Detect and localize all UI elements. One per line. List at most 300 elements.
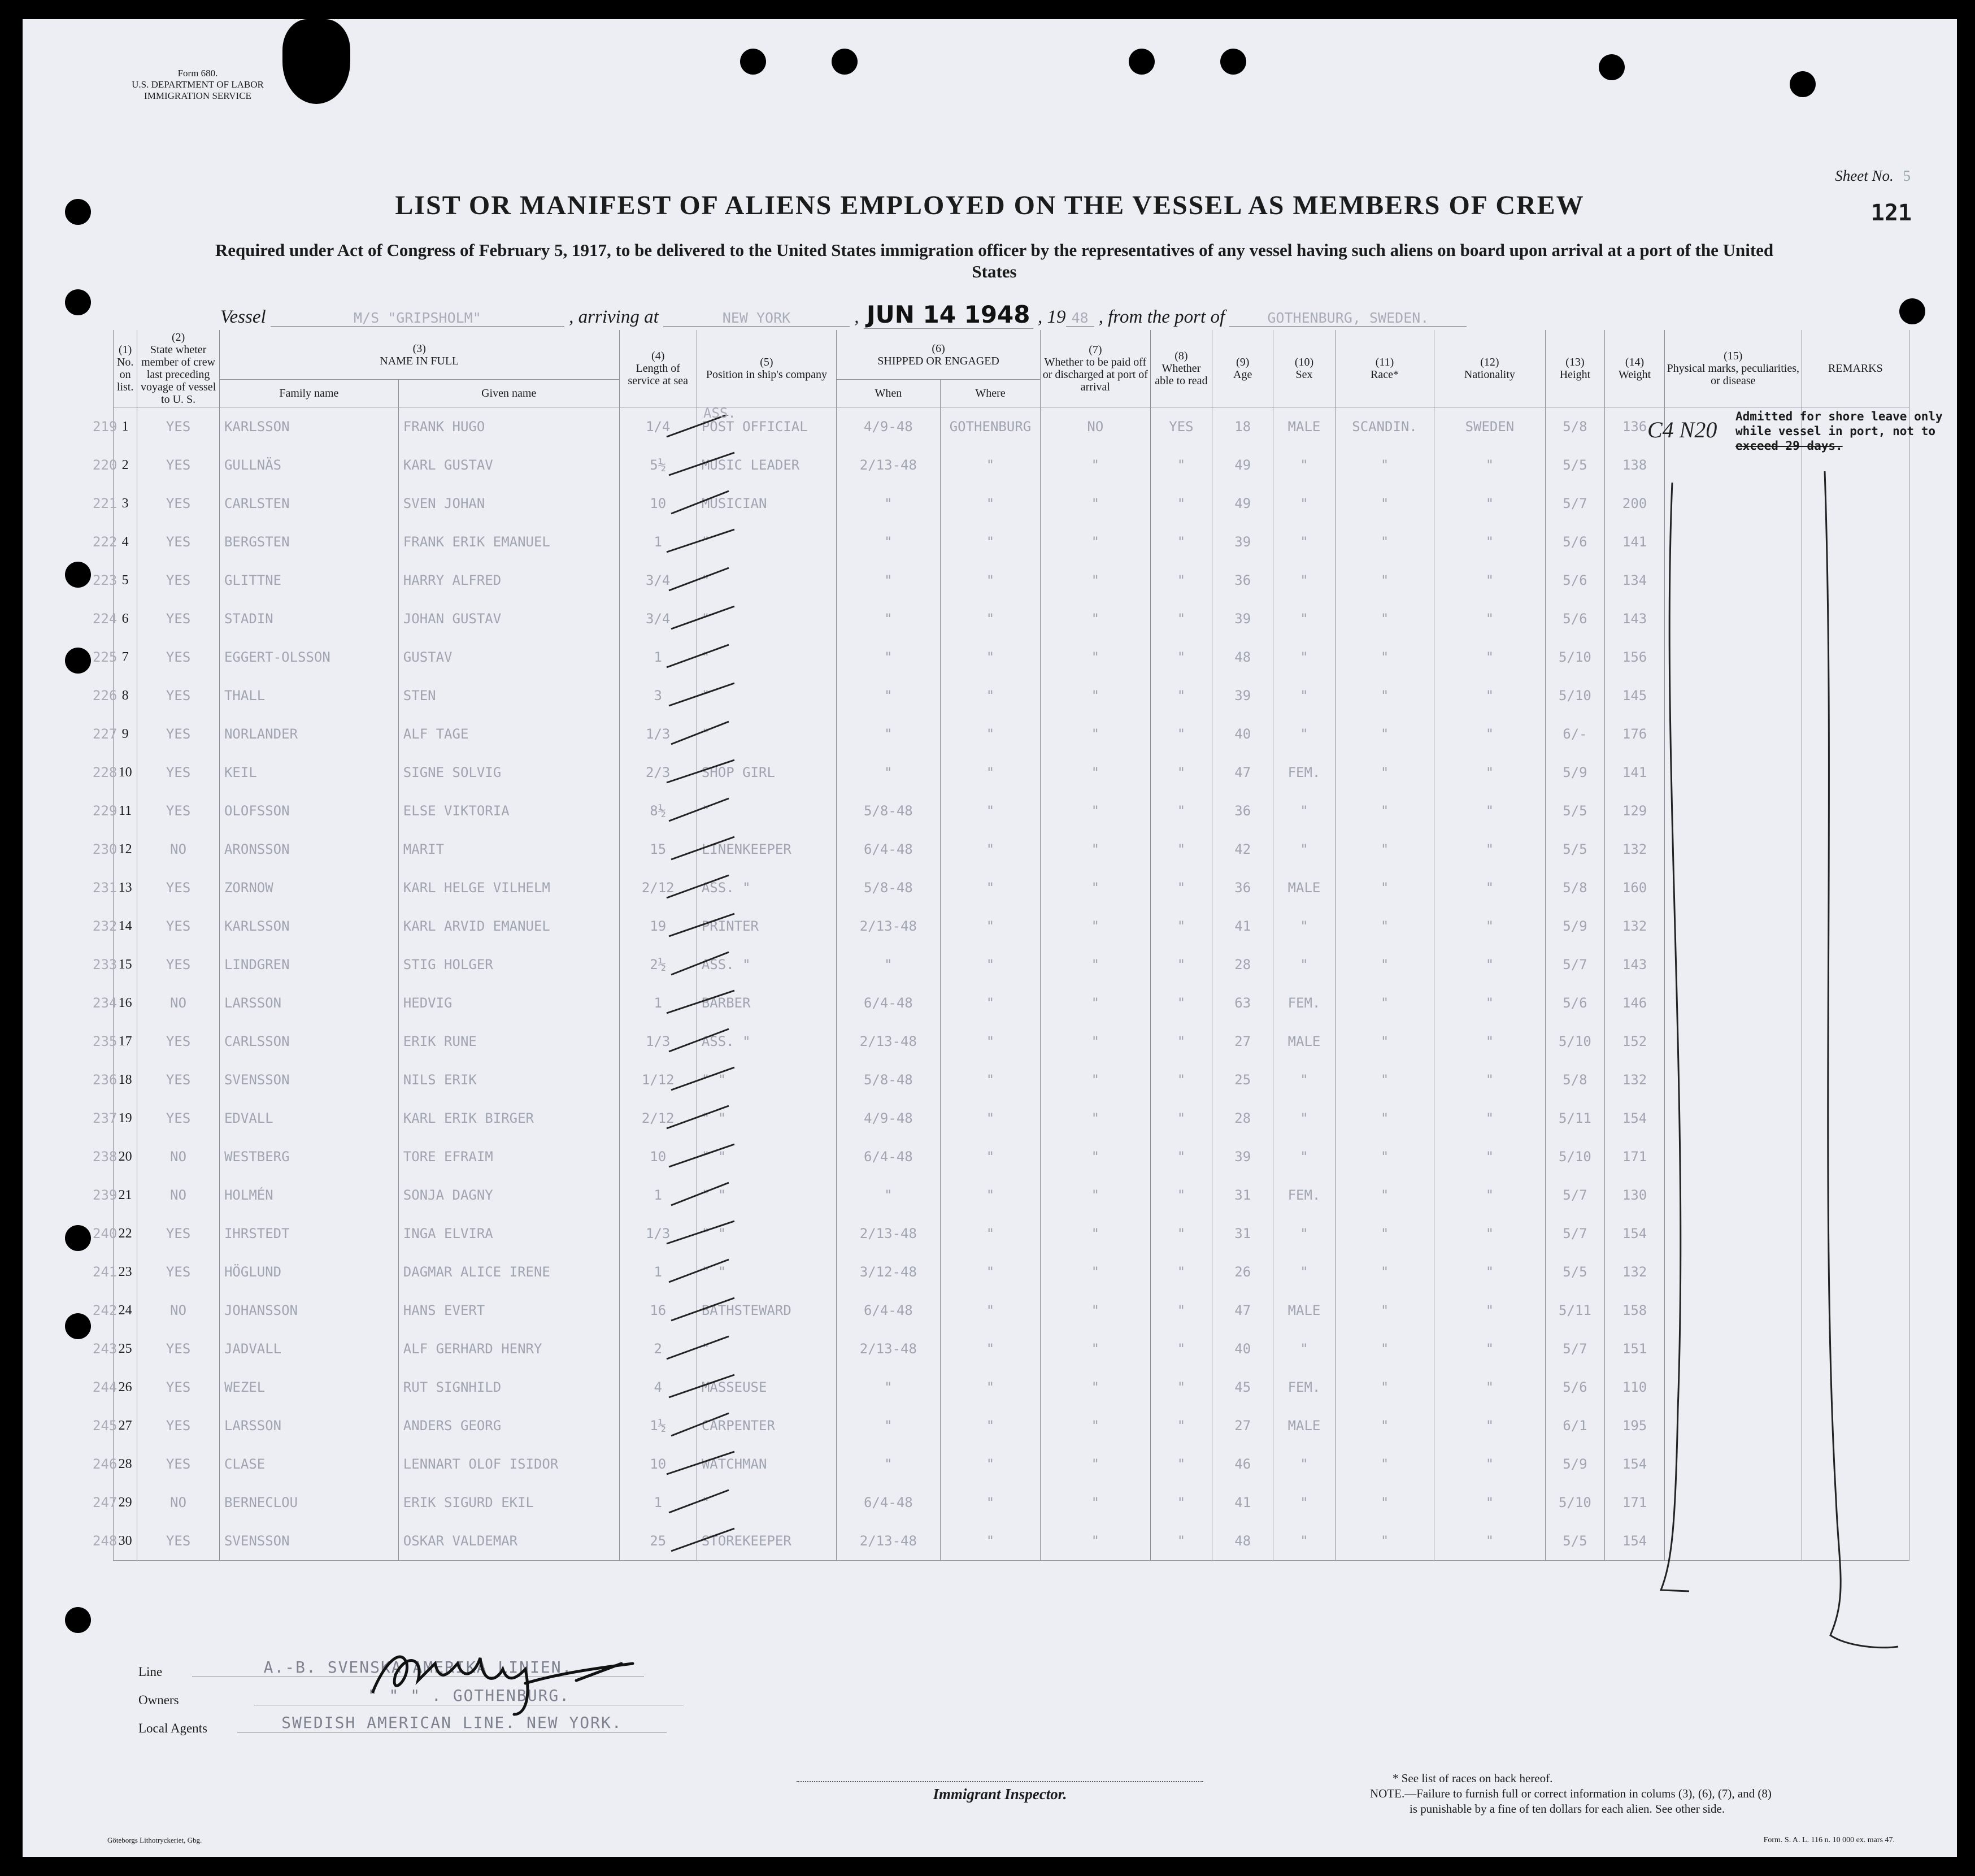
length-of-service-cell: 10 [619, 1445, 697, 1483]
weight-cell: 171 [1605, 1483, 1665, 1522]
height-cell: 5/6 [1545, 1368, 1605, 1406]
year-value: 48 [1066, 310, 1094, 327]
race-cell: " [1335, 1483, 1434, 1522]
weight-cell: 154 [1605, 1445, 1665, 1483]
punch-hole [65, 1313, 91, 1339]
paid-off-cell: " [1041, 753, 1150, 792]
family-name-cell: GULLNÄS [219, 446, 398, 484]
age-cell: 41 [1212, 1483, 1273, 1522]
height-cell: 5/10 [1545, 638, 1605, 676]
col-header-where: Where [940, 380, 1040, 407]
race-cell: " [1335, 1253, 1434, 1291]
height-cell: 5/9 [1545, 753, 1605, 792]
previous-voyage-cell: YES [137, 945, 220, 984]
length-of-service-cell: 10 [619, 1137, 697, 1176]
race-cell: " [1335, 1137, 1434, 1176]
shipped-when-cell: 6/4-48 [836, 1483, 940, 1522]
row-number-cell: 30 [114, 1522, 137, 1561]
checkmark-stroke [669, 1260, 729, 1282]
col-header-when: When [836, 380, 940, 407]
shipped-where-cell: " [940, 1368, 1040, 1406]
punch-hole [65, 1607, 91, 1633]
paid-off-cell: " [1041, 984, 1150, 1022]
nationality-cell: " [1434, 868, 1545, 907]
row-number-cell: 1 [114, 407, 137, 446]
race-cell: " [1335, 715, 1434, 753]
race-cell: " [1335, 600, 1434, 638]
race-cell: " [1335, 484, 1434, 523]
length-of-service-cell: 2 [619, 1330, 697, 1368]
age-cell: 45 [1212, 1368, 1273, 1406]
given-name-cell: KARL ARVID EMANUEL [398, 907, 619, 945]
able-to-read-cell: " [1150, 484, 1212, 523]
weight-cell: 143 [1605, 945, 1665, 984]
able-to-read-cell: " [1150, 868, 1212, 907]
family-name-cell: SVENSSON [219, 1522, 398, 1561]
shipped-when-cell: " [836, 715, 940, 753]
weight-cell: 141 [1605, 523, 1665, 561]
department-name: U.S. DEPARTMENT OF LABOR [132, 79, 264, 90]
length-of-service-cell: 1 [619, 984, 697, 1022]
nationality-cell: " [1434, 1214, 1545, 1253]
race-cell: " [1335, 523, 1434, 561]
shipped-where-cell: " [940, 1099, 1040, 1137]
col-header-race: (11) Race* [1335, 330, 1434, 407]
able-to-read-cell: " [1150, 1445, 1212, 1483]
family-name-cell: HÖGLUND [219, 1253, 398, 1291]
punch-hole [1790, 71, 1816, 97]
printer-imprint: Göteborgs Lithotryckeriet, Gbg. [107, 1836, 202, 1844]
reference-number: 230 [93, 841, 118, 857]
position-cell: " " [697, 1214, 836, 1253]
position-cell: " " [697, 1061, 836, 1099]
age-cell: 47 [1212, 1291, 1273, 1330]
reference-number: 248 [93, 1533, 118, 1549]
form-number: Form 680. [177, 68, 218, 79]
previous-voyage-cell: YES [137, 561, 220, 600]
length-of-service-cell: 19 [619, 907, 697, 945]
vessel-label: Vessel [220, 307, 266, 327]
race-cell: " [1335, 868, 1434, 907]
ink-blotch [282, 19, 350, 104]
race-cell: " [1335, 446, 1434, 484]
shipped-when-cell: 3/12-48 [836, 1253, 940, 1291]
weight-cell: 152 [1605, 1022, 1665, 1061]
punch-hole [832, 49, 858, 75]
able-to-read-cell: " [1150, 753, 1212, 792]
col-header-remarks: REMARKS [1802, 330, 1909, 407]
family-name-cell: WEZEL [219, 1368, 398, 1406]
checkmark-stroke [669, 1029, 729, 1052]
height-cell: 5/7 [1545, 945, 1605, 984]
checkmark-stroke [669, 798, 729, 821]
local-agents-label: Local Agents [138, 1721, 207, 1735]
previous-voyage-cell: NO [137, 984, 220, 1022]
shipped-where-cell: " [940, 1330, 1040, 1368]
previous-voyage-cell: YES [137, 446, 220, 484]
position-cell: LINENKEEPER [697, 830, 836, 868]
length-of-service-cell: 4 [619, 1368, 697, 1406]
reference-number: 228 [93, 765, 118, 780]
col-header-paid-off: (7) Whether to be paid off or discharged at port of arrival [1041, 330, 1150, 407]
previous-voyage-cell: YES [137, 1368, 220, 1406]
col-header-height: (13) Height [1545, 330, 1605, 407]
shipped-where-cell: " [940, 523, 1040, 561]
checkmark-stroke [671, 491, 729, 514]
length-of-service-cell: 1/3 [619, 1214, 697, 1253]
shipped-when-cell: " [836, 561, 940, 600]
checkmark-stroke [667, 1452, 734, 1474]
shipped-where-cell: " [940, 1022, 1040, 1061]
weight-cell: 154 [1605, 1099, 1665, 1137]
shipped-when-cell: 5/8-48 [836, 868, 940, 907]
age-cell: 49 [1212, 484, 1273, 523]
height-cell: 5/5 [1545, 1253, 1605, 1291]
family-name-cell: HOLMÉN [219, 1176, 398, 1214]
nationality-cell: " [1434, 945, 1545, 984]
length-of-service-cell: 1 [619, 1176, 697, 1214]
nationality-cell: " [1434, 792, 1545, 830]
reference-number: 227 [93, 726, 118, 742]
reference-number: 234 [93, 995, 118, 1011]
row-number-cell: 20 [114, 1137, 137, 1176]
shipped-where-cell: " [940, 792, 1040, 830]
previous-voyage-cell: YES [137, 1022, 220, 1061]
reference-number: 247 [93, 1495, 118, 1510]
sex-cell: " [1273, 945, 1335, 984]
sheet-label: Sheet No. [1835, 167, 1894, 184]
checkmark-stroke [667, 529, 734, 552]
able-to-read-cell: " [1150, 1406, 1212, 1445]
remarks-line-3: exceed 29 days. [1735, 439, 1843, 453]
sex-cell: " [1273, 715, 1335, 753]
race-cell: " [1335, 945, 1434, 984]
height-cell: 5/10 [1545, 1137, 1605, 1176]
able-to-read-cell: " [1150, 523, 1212, 561]
position-cell: BARBER [697, 984, 836, 1022]
shipped-when-cell: 2/13-48 [836, 1214, 940, 1253]
age-cell: 26 [1212, 1253, 1273, 1291]
sex-cell: MALE [1273, 1291, 1335, 1330]
weight-cell: 129 [1605, 792, 1665, 830]
row-number-cell: 24 [114, 1291, 137, 1330]
sex-cell: MALE [1273, 868, 1335, 907]
checkmark-stroke [671, 1067, 734, 1090]
paid-off-cell: " [1041, 600, 1150, 638]
sex-cell: " [1273, 1061, 1335, 1099]
arriving-label: , arriving at [569, 307, 659, 327]
able-to-read-cell: " [1150, 945, 1212, 984]
shipped-when-cell: 6/4-48 [836, 984, 940, 1022]
previous-voyage-cell: YES [137, 676, 220, 715]
shipped-when-cell: 2/13-48 [836, 446, 940, 484]
family-name-cell: KARLSSON [219, 907, 398, 945]
shipped-where-cell: " [940, 753, 1040, 792]
reference-number: 231 [93, 880, 118, 896]
paid-off-cell: " [1041, 792, 1150, 830]
height-cell: 5/9 [1545, 907, 1605, 945]
family-name-cell: LINDGREN [219, 945, 398, 984]
sex-cell: " [1273, 446, 1335, 484]
age-cell: 31 [1212, 1176, 1273, 1214]
nationality-cell: " [1434, 638, 1545, 676]
previous-voyage-cell: YES [137, 753, 220, 792]
age-cell: 27 [1212, 1022, 1273, 1061]
document-title: LIST OR MANIFEST OF ALIENS EMPLOYED ON THE VESSEL AS MEMBERS OF CREW [395, 190, 1585, 220]
shipped-when-cell: 4/9-48 [836, 407, 940, 446]
height-cell: 5/6 [1545, 523, 1605, 561]
given-name-cell: SONJA DAGNY [398, 1176, 619, 1214]
race-cell: " [1335, 1176, 1434, 1214]
paid-off-cell: " [1041, 1137, 1150, 1176]
previous-voyage-cell: YES [137, 484, 220, 523]
row-number-cell: 13 [114, 868, 137, 907]
sex-cell: FEM. [1273, 753, 1335, 792]
given-name-cell: ALF TAGE [398, 715, 619, 753]
col-header-weight: (14) Weight [1605, 330, 1665, 407]
reference-number: 226 [93, 688, 118, 704]
nationality-cell: " [1434, 1061, 1545, 1099]
able-to-read-cell: " [1150, 638, 1212, 676]
previous-voyage-cell: NO [137, 1137, 220, 1176]
given-name-cell: MARIT [398, 830, 619, 868]
shipped-where-cell: " [940, 945, 1040, 984]
family-name-cell: IHRSTEDT [219, 1214, 398, 1253]
shipped-when-cell: 2/13-48 [836, 907, 940, 945]
shipped-when-cell: 2/13-48 [836, 1330, 940, 1368]
height-cell: 6/- [1545, 715, 1605, 753]
shipped-when-cell: " [836, 1445, 940, 1483]
row-number-cell: 27 [114, 1406, 137, 1445]
able-to-read-cell: " [1150, 907, 1212, 945]
reference-number: 244 [93, 1379, 118, 1395]
race-cell: " [1335, 1099, 1434, 1137]
sex-cell: " [1273, 484, 1335, 523]
shipped-where-cell: " [940, 1445, 1040, 1483]
nationality-cell: " [1434, 1099, 1545, 1137]
checkmark-stroke [669, 683, 734, 706]
col-header-sex: (10) Sex [1273, 330, 1335, 407]
family-name-cell: LARSSON [219, 984, 398, 1022]
document-subtitle: Required under Act of Congress of February 5, 1917, to be delivered to the United States immigration officer by the representatives of any vessel having such aliens on board upon arrival at a port of the United States [215, 240, 1774, 281]
date-stamp: JUN 14 1948 [864, 301, 1033, 329]
race-cell: " [1335, 907, 1434, 945]
family-name-cell: CARLSTEN [219, 484, 398, 523]
shipped-where-cell: " [940, 638, 1040, 676]
able-to-read-cell: " [1150, 1061, 1212, 1099]
shipped-where-cell: " [940, 1522, 1040, 1561]
checkmark-stroke [669, 1490, 729, 1513]
length-of-service-cell: 25 [619, 1522, 697, 1561]
penalty-note-2: is punishable by a fine of ten dollars for each alien. See other side. [1410, 1802, 1725, 1816]
shipped-when-cell: 5/8-48 [836, 792, 940, 830]
position-cell: STOREKEEPER [697, 1522, 836, 1561]
shipped-when-cell: " [836, 523, 940, 561]
given-name-cell: SVEN JOHAN [398, 484, 619, 523]
race-cell: " [1335, 676, 1434, 715]
position-cell: " [697, 561, 836, 600]
height-cell: 5/10 [1545, 1483, 1605, 1522]
row-number-cell: 6 [114, 600, 137, 638]
col-header-read: (8) Whether able to read [1150, 330, 1212, 407]
able-to-read-cell: " [1150, 600, 1212, 638]
height-cell: 5/10 [1545, 676, 1605, 715]
sex-cell: MALE [1273, 1022, 1335, 1061]
shipped-where-cell: " [940, 600, 1040, 638]
shipped-where-cell: " [940, 1061, 1040, 1099]
sex-cell: FEM. [1273, 1176, 1335, 1214]
sex-cell: " [1273, 600, 1335, 638]
physical-marks-note: C4 N20 [1647, 417, 1717, 442]
family-name-cell: CARLSSON [219, 1022, 398, 1061]
paid-off-cell: " [1041, 1406, 1150, 1445]
able-to-read-cell: " [1150, 1214, 1212, 1253]
punch-hole [1599, 54, 1625, 80]
weight-cell: 145 [1605, 676, 1665, 715]
paid-off-cell: " [1041, 1253, 1150, 1291]
age-cell: 48 [1212, 1522, 1273, 1561]
position-cell: POST OFFICIAL [697, 407, 836, 446]
checkmark-stroke [671, 837, 734, 859]
length-of-service-cell: 3/4 [619, 561, 697, 600]
weight-cell: 171 [1605, 1137, 1665, 1176]
reference-number: 245 [93, 1418, 118, 1434]
given-name-cell: ERIK SIGURD EKIL [398, 1483, 619, 1522]
shipped-when-cell: 2/13-48 [836, 1022, 940, 1061]
nationality-cell: " [1434, 446, 1545, 484]
weight-cell: 141 [1605, 753, 1665, 792]
paid-off-cell: " [1041, 1214, 1150, 1253]
height-cell: 5/8 [1545, 407, 1605, 446]
position-cell: MUSIC LEADER [697, 446, 836, 484]
nationality-cell: " [1434, 830, 1545, 868]
checkmark-stroke [671, 1413, 729, 1436]
able-to-read-cell: " [1150, 676, 1212, 715]
punch-hole [1899, 298, 1925, 324]
position-cell: " [697, 1483, 836, 1522]
race-cell: " [1335, 792, 1434, 830]
arrival-port: NEW YORK [663, 310, 850, 327]
nationality-cell: " [1434, 715, 1545, 753]
manifest-sheet [23, 19, 1957, 1857]
age-cell: 49 [1212, 446, 1273, 484]
punch-hole [65, 648, 91, 674]
row-number-cell: 5 [114, 561, 137, 600]
sex-cell: FEM. [1273, 984, 1335, 1022]
row-number-cell: 21 [114, 1176, 137, 1214]
checkmark-stroke [671, 606, 734, 629]
race-cell: " [1335, 1291, 1434, 1330]
race-cell: " [1335, 1522, 1434, 1561]
age-cell: 28 [1212, 945, 1273, 984]
previous-voyage-cell: YES [137, 600, 220, 638]
sex-cell: " [1273, 561, 1335, 600]
given-name-cell: OSKAR VALDEMAR [398, 1522, 619, 1561]
races-note: * See list of races on back hereof. [1393, 1771, 1553, 1785]
position-cell: " " [697, 1099, 836, 1137]
age-cell: 25 [1212, 1061, 1273, 1099]
paid-off-cell: " [1041, 945, 1150, 984]
family-name-cell: KEIL [219, 753, 398, 792]
position-cell: MASSEUSE [697, 1368, 836, 1406]
punch-hole [65, 562, 91, 588]
family-name-cell: JADVALL [219, 1330, 398, 1368]
paid-off-cell: " [1041, 715, 1150, 753]
shipped-where-cell: " [940, 484, 1040, 523]
checkmark-stroke [667, 1221, 734, 1244]
previous-voyage-cell: NO [137, 830, 220, 868]
position-cell: " " [697, 1137, 836, 1176]
reference-number: 243 [93, 1341, 118, 1357]
checkmark-stroke [667, 875, 729, 898]
shipped-where-cell: " [940, 446, 1040, 484]
weight-cell: 160 [1605, 868, 1665, 907]
weight-cell: 138 [1605, 446, 1665, 484]
position-cell: ASS. " [697, 1022, 836, 1061]
given-name-cell: TORE EFRAIM [398, 1137, 619, 1176]
length-of-service-cell: 1/12 [619, 1061, 697, 1099]
reference-number: 235 [93, 1033, 118, 1049]
previous-voyage-cell: YES [137, 907, 220, 945]
age-cell: 36 [1212, 561, 1273, 600]
paid-off-cell: " [1041, 446, 1150, 484]
family-name-cell: ZORNOW [219, 868, 398, 907]
previous-voyage-cell: NO [137, 1483, 220, 1522]
row-number-cell: 8 [114, 676, 137, 715]
able-to-read-cell: " [1150, 1137, 1212, 1176]
length-of-service-cell: 1 [619, 1253, 697, 1291]
remarks-bracket [1813, 466, 1915, 1652]
col-header-position: (5) Position in ship's company [697, 330, 836, 407]
shipped-when-cell: " [836, 945, 940, 984]
nationality-cell: " [1434, 907, 1545, 945]
paid-off-cell: " [1041, 1176, 1150, 1214]
penalty-note-1: NOTE.—Failure to furnish full or correct information in colums (3), (6), (7), and (8) [1370, 1787, 1772, 1800]
nationality-cell: " [1434, 1176, 1545, 1214]
row-number-cell: 11 [114, 792, 137, 830]
sex-cell: " [1273, 638, 1335, 676]
weight-cell: 200 [1605, 484, 1665, 523]
weight-cell: 154 [1605, 1214, 1665, 1253]
form-identifier [107, 68, 288, 102]
signature [339, 1630, 655, 1720]
punch-hole [740, 49, 766, 75]
given-name-cell: STEN [398, 676, 619, 715]
length-of-service-cell: 2/3 [619, 753, 697, 792]
vessel-line: Vessel M/S "GRIPSHOLM" , arriving at NEW YORK , JUN 14 1948 , 19 48 , from the port of GOTHENBURG, SWEDEN. [220, 301, 1467, 329]
row-number-cell: 15 [114, 945, 137, 984]
length-of-service-cell: 1/3 [619, 1022, 697, 1061]
col-header-shipped: (6) SHIPPED OR ENGAGED [836, 330, 1040, 380]
sex-cell: " [1273, 1253, 1335, 1291]
weight-cell: 154 [1605, 1522, 1665, 1561]
paid-off-cell: " [1041, 1291, 1150, 1330]
position-cell: ASS. " [697, 945, 836, 984]
departure-port: GOTHENBURG, SWEDEN. [1229, 310, 1467, 327]
age-cell: 48 [1212, 638, 1273, 676]
nationality-cell: " [1434, 484, 1545, 523]
able-to-read-cell: " [1150, 1176, 1212, 1214]
sex-cell: MALE [1273, 407, 1335, 446]
previous-voyage-cell: YES [137, 1061, 220, 1099]
position-cell: " " [697, 1253, 836, 1291]
row-number-cell: 19 [114, 1099, 137, 1137]
owners-label: Owners [138, 1693, 179, 1707]
position-cell: " " [697, 1176, 836, 1214]
form-reference: Form. S. A. L. 116 n. 10 000 ex. mars 47. [1763, 1836, 1895, 1844]
punch-hole [65, 289, 91, 315]
col-header-service: (4) Length of service at sea [619, 330, 697, 407]
